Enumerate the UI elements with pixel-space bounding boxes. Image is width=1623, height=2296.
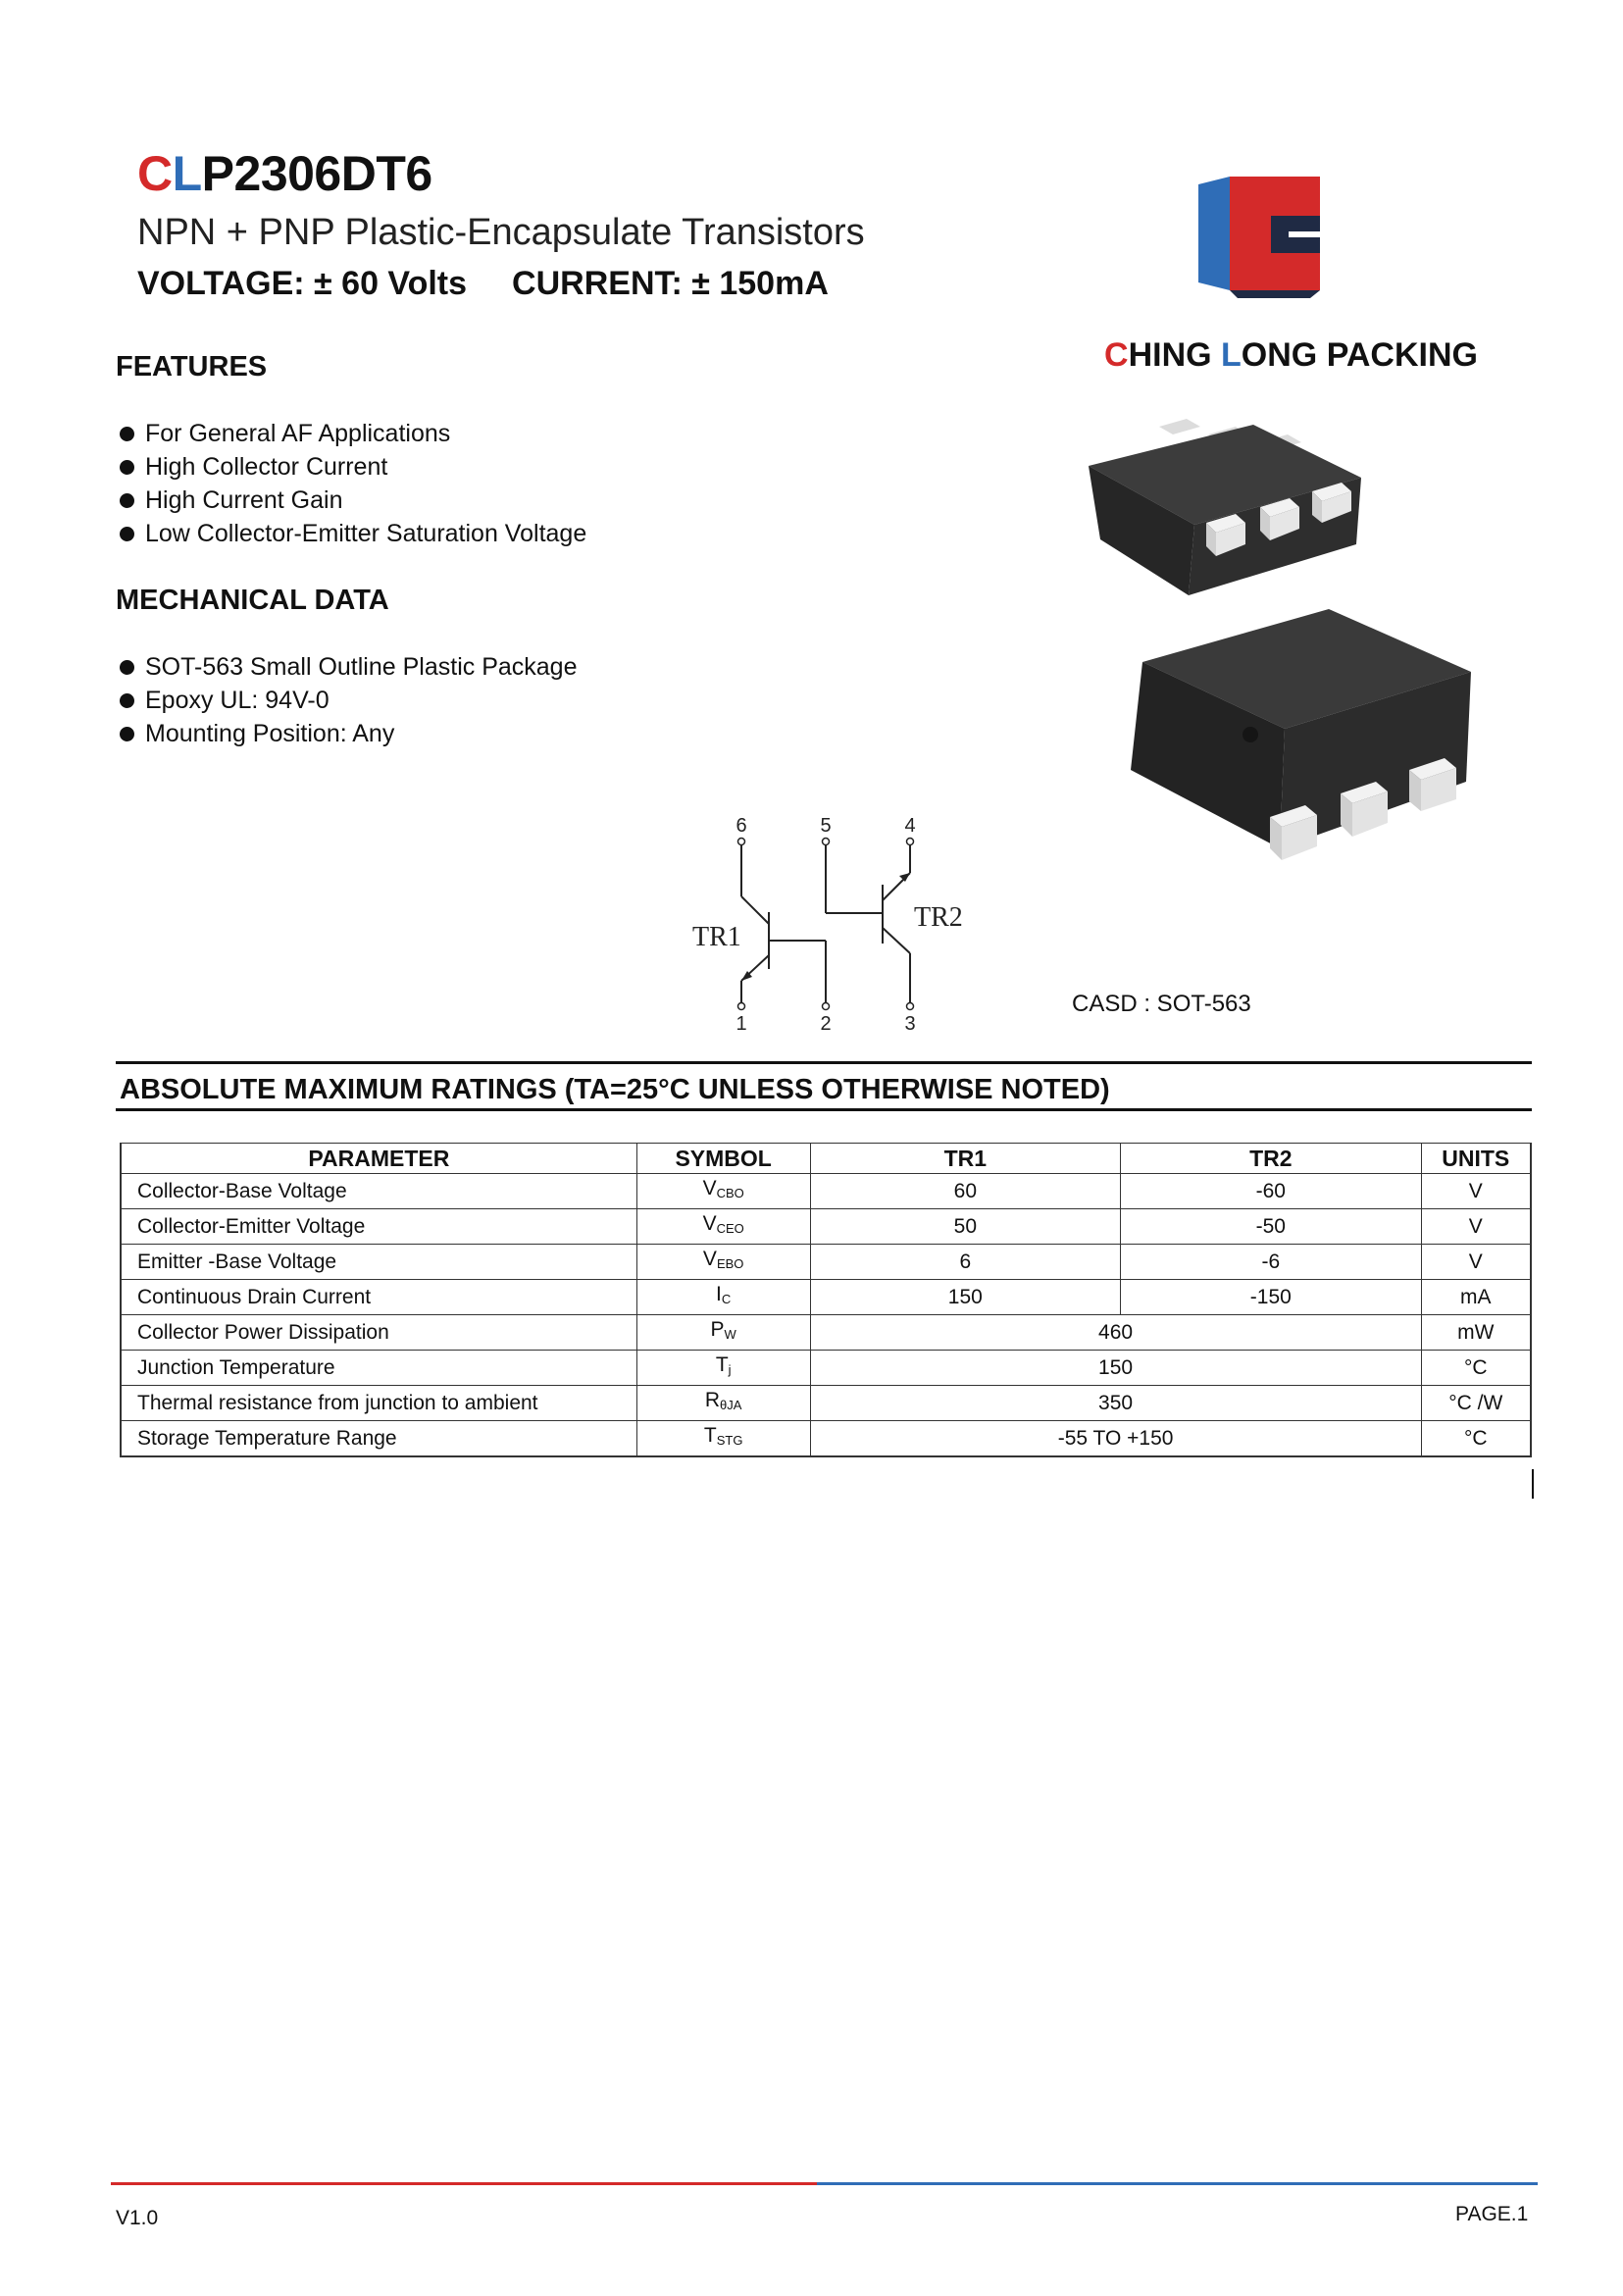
list-item: High Collector Current xyxy=(120,450,586,484)
page-number: PAGE.1 xyxy=(1455,2203,1529,2225)
list-item: Mounting Position: Any xyxy=(120,717,577,750)
pin-label-5: 5 xyxy=(820,815,832,837)
list-item: Epoxy UL: 94V-0 xyxy=(120,684,577,717)
bullet-icon xyxy=(120,727,134,741)
part-number: CLP2306DT6 xyxy=(137,146,432,201)
symbol-cell: $I_C$ xyxy=(636,1280,810,1315)
mechanical-heading: MECHANICAL DATA xyxy=(116,585,389,616)
pinout-circuit-diagram xyxy=(677,812,990,1042)
symbol-cell: $V_{CEO}$ xyxy=(636,1209,810,1245)
bullet-icon xyxy=(120,660,134,675)
list-item: For General AF Applications xyxy=(120,417,586,450)
table-row: Collector-Base Voltage $V_{CBO}$ 60 -60 V xyxy=(121,1174,1531,1209)
symbol-cell: $V_{EBO}$ xyxy=(636,1245,810,1280)
bullet-icon xyxy=(120,427,134,441)
bullet-icon xyxy=(120,460,134,475)
part-specs xyxy=(137,265,874,303)
pin-label-3: 3 xyxy=(904,1013,916,1035)
package-bottom-view-icon xyxy=(1113,603,1486,863)
col-symbol: SYMBOL xyxy=(636,1144,810,1174)
bullet-icon xyxy=(120,493,134,508)
voltage-spec: VOLTAGE: ± 60 Volts xyxy=(137,265,468,302)
bullet-icon xyxy=(120,693,134,708)
symbol-cell: $T_{STG}$ xyxy=(636,1421,810,1457)
table-row: Continuous Drain Current $I_C$ 150 -150 mA xyxy=(121,1280,1531,1315)
col-units: UNITS xyxy=(1421,1144,1531,1174)
version-label: V1.0 xyxy=(116,2207,159,2229)
features-heading: FEATURES xyxy=(116,351,268,383)
table-row: Collector-Emitter Voltage $V_{CEO}$ 50 -50 V xyxy=(121,1209,1531,1245)
col-tr1: TR1 xyxy=(810,1144,1120,1174)
part-subtitle: NPN + PNP Plastic-Encapsulate Transistors xyxy=(137,212,865,253)
current-spec: CURRENT: ± 150mA xyxy=(512,265,829,302)
pin-label-2: 2 xyxy=(820,1013,832,1035)
list-item: Low Collector-Emitter Saturation Voltage xyxy=(120,517,586,550)
list-item: High Current Gain xyxy=(120,484,586,517)
footer-divider xyxy=(111,2181,1538,2187)
pin-label-1: 1 xyxy=(735,1013,747,1035)
table-row: Collector Power Dissipation $P_W$ 460 mW xyxy=(121,1315,1531,1351)
tr1-label: TR1 xyxy=(692,922,741,952)
col-parameter: PARAMETER xyxy=(121,1144,636,1174)
company-logo-icon xyxy=(1194,173,1324,298)
col-tr2: TR2 xyxy=(1121,1144,1421,1174)
divider xyxy=(116,1108,1532,1111)
divider xyxy=(116,1061,1532,1064)
table-row: Thermal resistance from junction to ambient $R_{\theta JA}$ 350 °C /W xyxy=(121,1386,1531,1421)
symbol-cell: $T_j$ xyxy=(636,1351,810,1386)
ratings-heading: ABSOLUTE MAXIMUM RATINGS (TA=25°C UNLESS OTHERWISE NOTED) xyxy=(120,1074,1110,1105)
mechanical-list xyxy=(120,650,577,750)
package-top-view-icon xyxy=(1079,417,1373,608)
case-label: CASD : SOT-563 xyxy=(1072,991,1251,1017)
symbol-cell: $R_{\theta JA}$ xyxy=(636,1386,810,1421)
pin-label-4: 4 xyxy=(904,815,916,837)
symbol-cell: $P_W$ xyxy=(636,1315,810,1351)
text-cursor xyxy=(1532,1469,1534,1499)
bullet-icon xyxy=(120,527,134,541)
tr2-label: TR2 xyxy=(914,902,963,933)
list-item: SOT-563 Small Outline Plastic Package xyxy=(120,650,577,684)
brand-name: CHING LONG PACKING xyxy=(1104,336,1478,374)
features-list xyxy=(120,417,586,550)
ratings-table xyxy=(120,1143,1532,1457)
table-row: Emitter -Base Voltage $V_{EBO}$ 6 -6 V xyxy=(121,1245,1531,1280)
table-header-row xyxy=(121,1144,1531,1174)
table-row: Storage Temperature Range $T_{STG}$ -55 TO +150 °C xyxy=(121,1421,1531,1457)
pin-label-6: 6 xyxy=(735,815,747,837)
symbol-cell: $V_{CBO}$ xyxy=(636,1174,810,1209)
table-row: Junction Temperature $T_j$ 150 °C xyxy=(121,1351,1531,1386)
